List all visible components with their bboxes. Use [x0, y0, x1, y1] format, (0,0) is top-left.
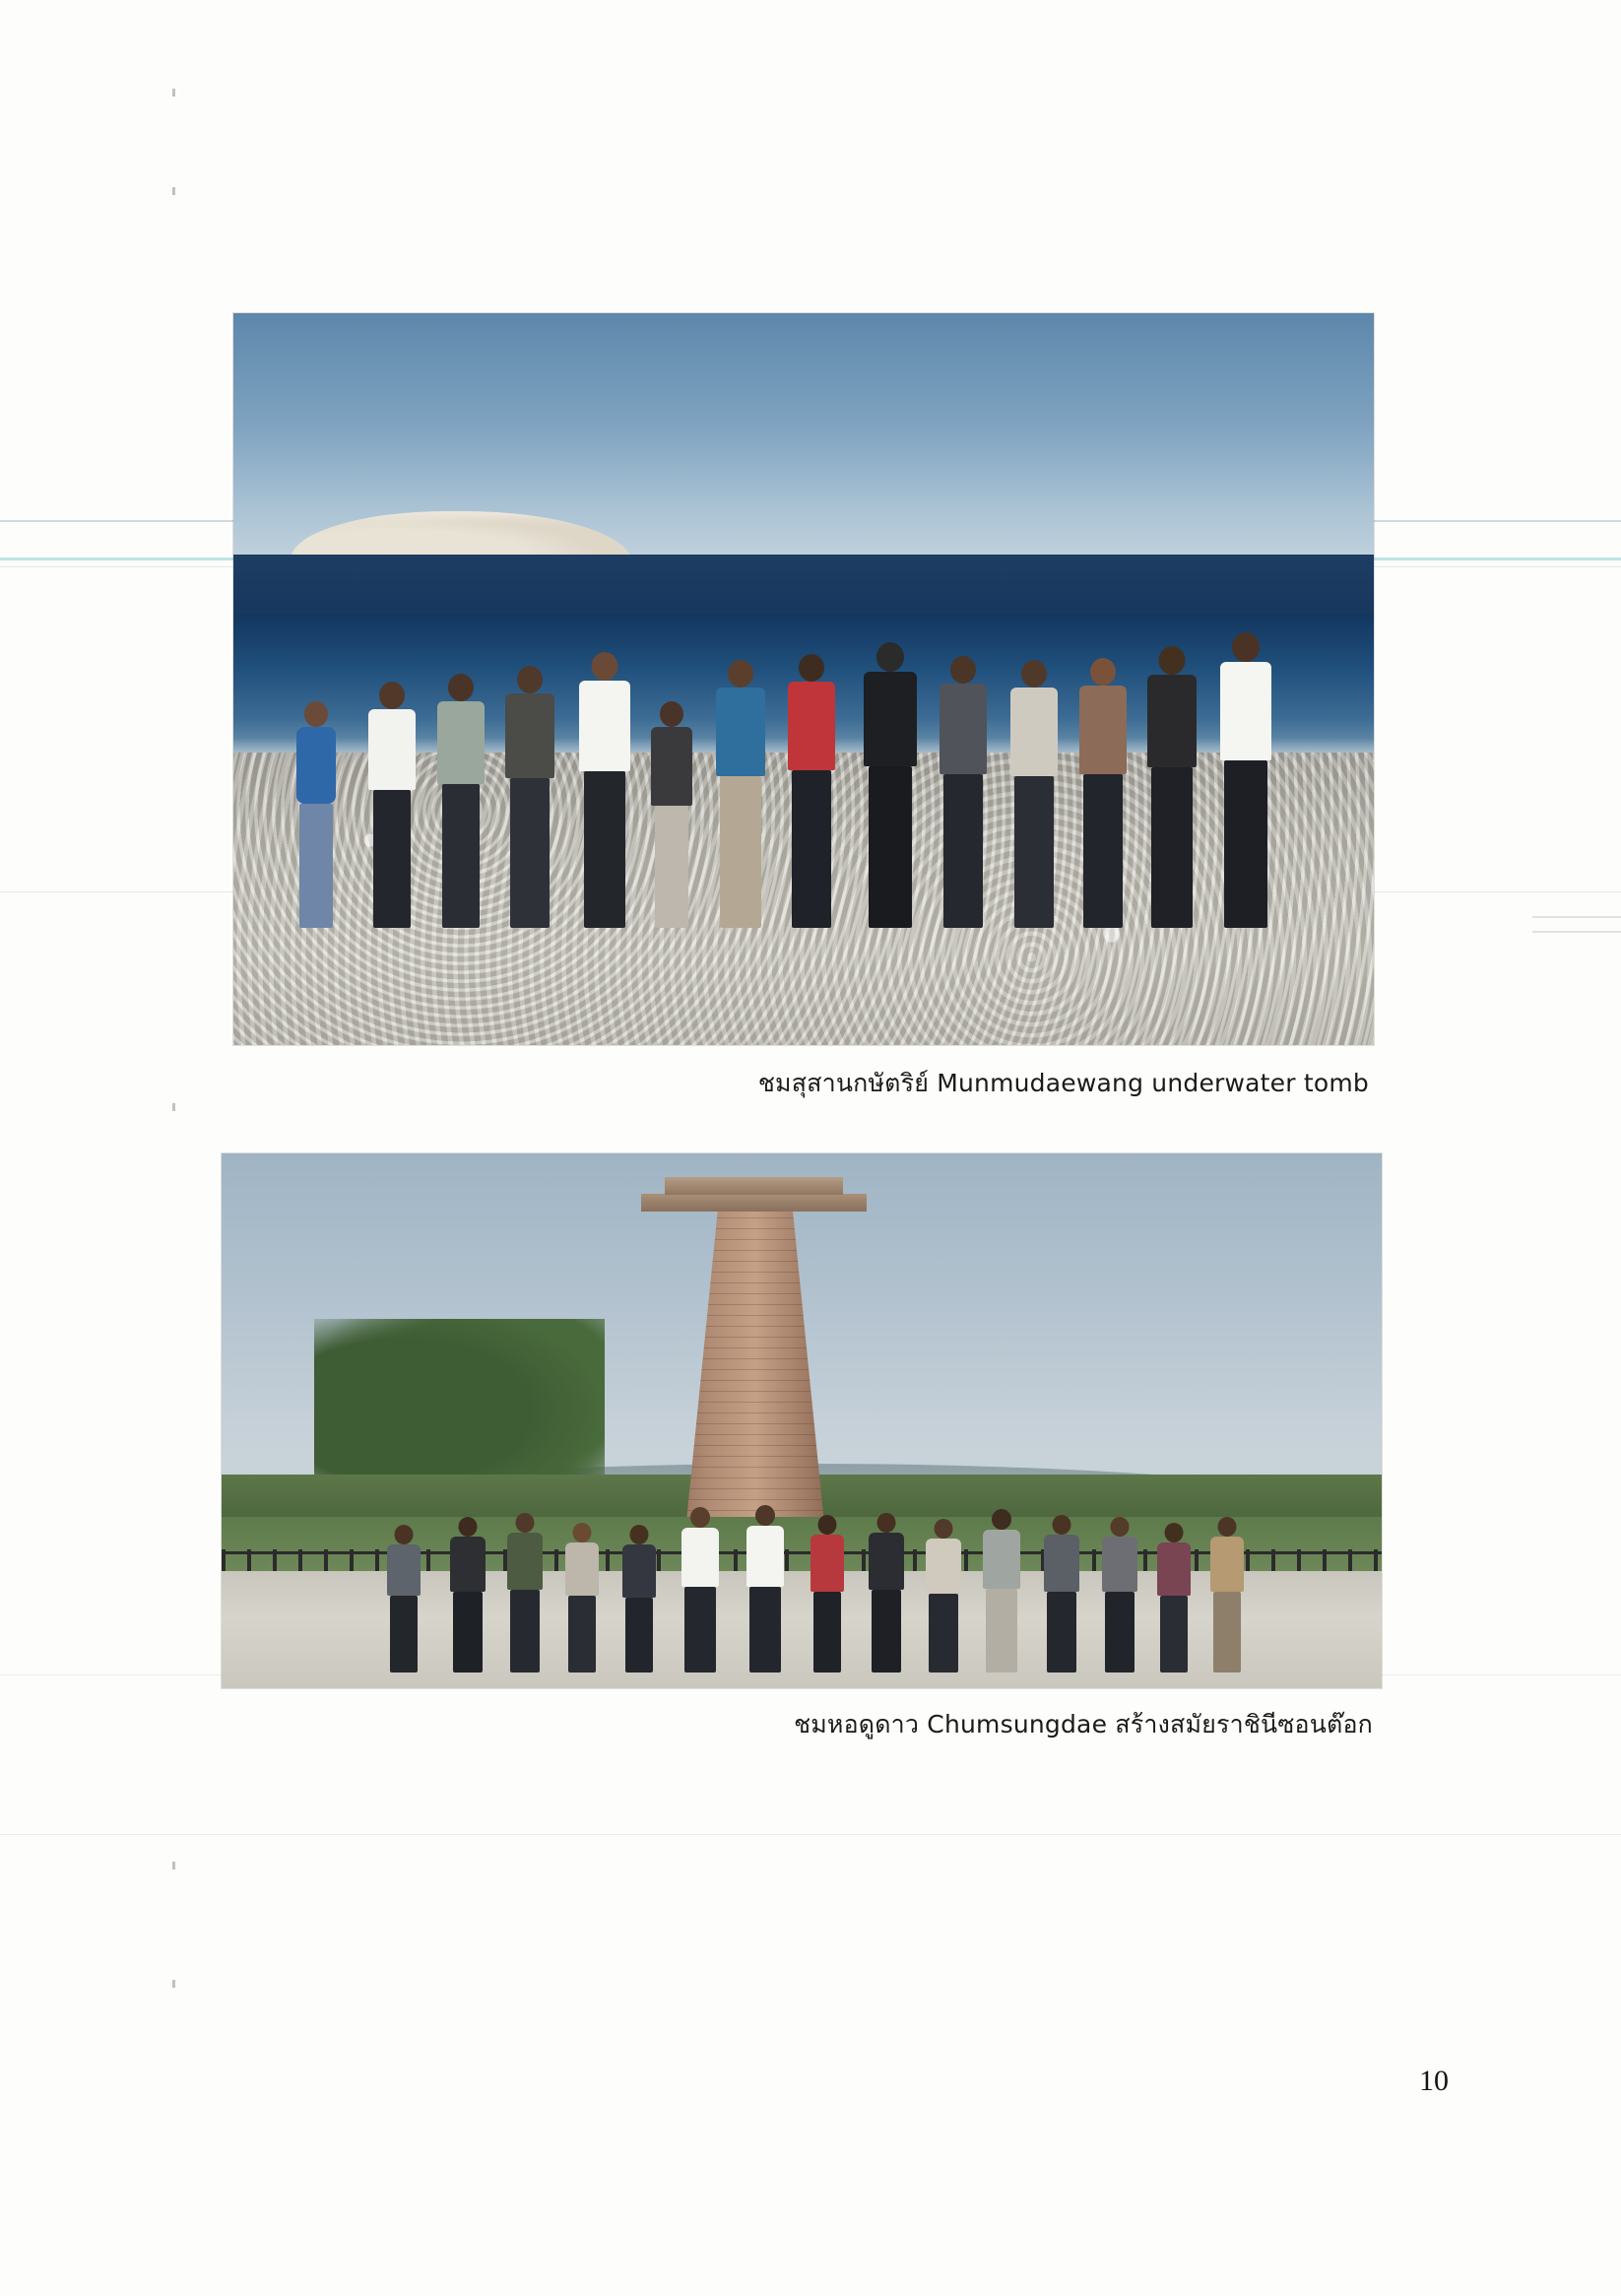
- person-figure: [744, 1505, 787, 1673]
- person-figure: [384, 1525, 423, 1673]
- photo-chumsungdae-observatory: [221, 1152, 1383, 1689]
- photo-munmudaewang-tomb: [232, 312, 1375, 1046]
- scan-speck: [172, 89, 175, 97]
- person-figure: [504, 1513, 546, 1673]
- figure-block: [221, 1152, 1383, 1744]
- person-figure: [433, 674, 488, 928]
- person-figure: [1041, 1515, 1082, 1673]
- tower-cap-lower: [641, 1194, 867, 1212]
- person-figure: [1143, 646, 1200, 928]
- person-figure: [784, 654, 839, 928]
- scan-speck: [172, 187, 175, 195]
- figure-caption: ชมสุสานกษัตริย์ Munmudaewang underwater tomb: [757, 1069, 1369, 1097]
- person-figure: [1207, 1517, 1247, 1673]
- person-figure: [364, 682, 420, 928]
- person-figure: [562, 1523, 602, 1673]
- person-figure: [647, 701, 696, 928]
- person-figure: [575, 652, 634, 928]
- person-figure: [866, 1513, 907, 1673]
- figure-caption: ชมหอดูดาว Chumsungdae สร้างสมัยราชินีซอนต๊อก: [794, 1710, 1373, 1738]
- figure-block: [232, 312, 1375, 1103]
- tower-cap-upper: [665, 1177, 843, 1195]
- person-figure: [447, 1517, 488, 1673]
- person-figure: [936, 656, 991, 928]
- person-figure: [808, 1515, 847, 1673]
- scan-speck: [172, 1980, 175, 1988]
- person-figure: [1006, 660, 1062, 928]
- scan-speck: [172, 1862, 175, 1870]
- person-figure: [619, 1525, 659, 1673]
- scan-artifact-line: [1532, 916, 1621, 918]
- person-figure: [1099, 1517, 1140, 1673]
- person-figure: [1075, 658, 1131, 928]
- sea-horizon: [233, 555, 1374, 621]
- person-figure: [712, 660, 769, 928]
- person-figure: [861, 642, 920, 928]
- page-number: 10: [1419, 2065, 1449, 2097]
- scan-speck: [172, 1103, 175, 1111]
- person-figure: [980, 1509, 1023, 1673]
- person-figure: [291, 701, 342, 928]
- person-figure: [1154, 1523, 1194, 1673]
- person-figure: [923, 1519, 964, 1673]
- scan-artifact-line: [0, 1834, 1621, 1835]
- person-figure: [501, 666, 558, 928]
- scan-artifact-line: [1532, 931, 1621, 933]
- person-figure: [679, 1507, 722, 1673]
- person-figure: [1216, 632, 1275, 928]
